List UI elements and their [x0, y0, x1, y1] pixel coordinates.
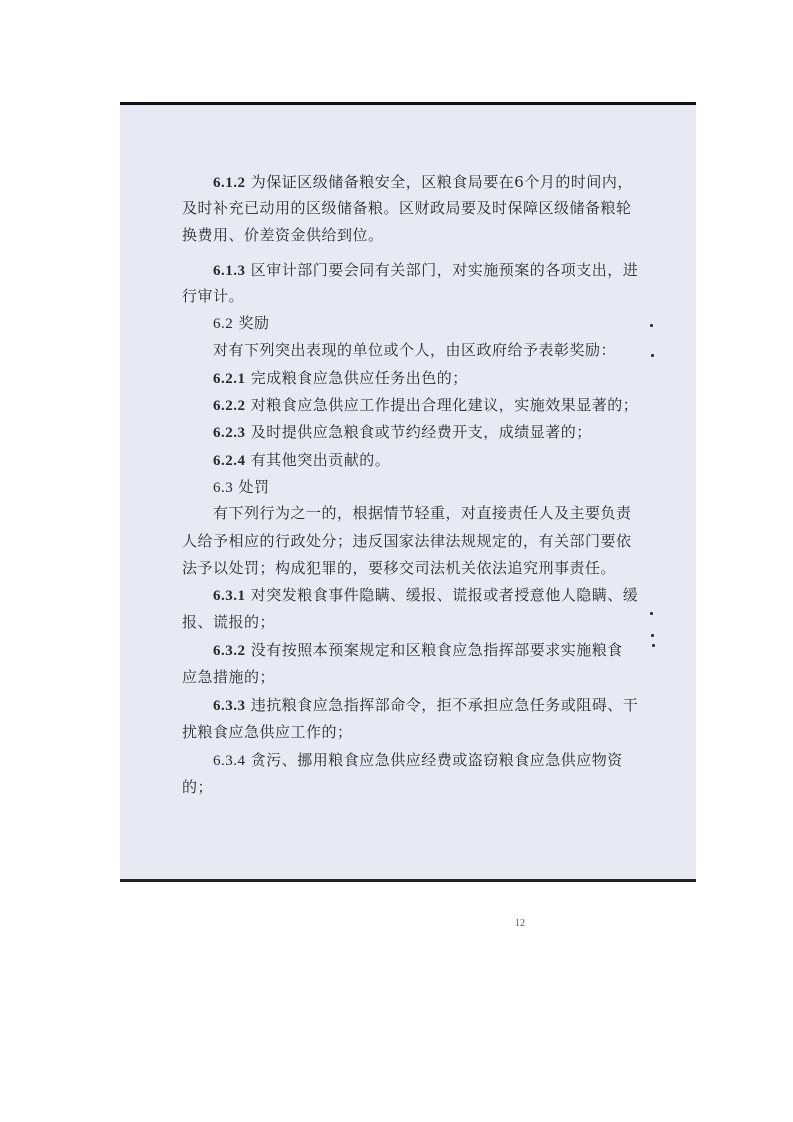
page-number: 12 — [515, 918, 525, 929]
clause-text: 为保证区级储备粮安全，区粮食局要在6个月的时间内， — [245, 173, 633, 191]
text-line — [213, 640, 623, 661]
clause-text: 完成粮食应急供应任务出色的； — [245, 369, 468, 387]
clause-text: 对粮食应急供应工作提出合理化建议，实施效果显著的； — [245, 396, 639, 414]
scan-speck — [650, 324, 653, 327]
text-line — [213, 368, 468, 389]
clause-text: 违抗粮食应急指挥部命令，拒不承担应急任务或阻碍、干 — [245, 696, 639, 714]
text-line — [213, 422, 592, 443]
clause-text: 应急措施的； — [182, 668, 276, 686]
clause-number: 6.3 — [213, 480, 234, 496]
scanned-page — [120, 102, 696, 929]
text-line — [213, 260, 638, 281]
text-line — [182, 667, 275, 687]
clause-text: 法予以处罚；构成犯罪的，要移交司法机关依法追究刑事责任。 — [182, 559, 617, 577]
clause-number: 6.3.4 — [213, 753, 246, 769]
scan-speck — [651, 354, 654, 357]
clause-number: 6.1.3 — [213, 263, 246, 279]
clause-number: 6.3.1 — [213, 588, 246, 604]
clause-number: 6.3.3 — [213, 698, 246, 714]
text-line — [213, 477, 270, 498]
text-line — [182, 531, 632, 551]
text-line — [182, 558, 616, 578]
clause-number: 6.2.4 — [213, 453, 246, 469]
text-line — [182, 612, 275, 632]
clause-number: 6.2 — [213, 316, 234, 332]
clause-number: 6.2.1 — [213, 371, 246, 387]
clause-number: 6.2.3 — [213, 425, 246, 441]
text-line — [213, 750, 623, 771]
clause-text: 报、谎报的； — [182, 613, 276, 631]
clause-number: 6.1.2 — [213, 175, 246, 191]
text-line — [182, 286, 244, 306]
text-line — [213, 172, 633, 193]
clause-text: 扰粮食应急供应工作的； — [182, 723, 353, 741]
scan-speck — [651, 634, 654, 637]
clause-text: 的； — [182, 778, 214, 796]
text-line — [213, 340, 616, 360]
text-line — [213, 313, 270, 334]
text-line — [213, 450, 390, 471]
clause-text: 处罚 — [233, 478, 270, 496]
text-line — [213, 395, 638, 416]
clause-text: 及时提供应急粮食或节约经费开支，成绩显著的； — [245, 423, 592, 441]
clause-text: 没有按照本预案规定和区粮食应急指挥部要求实施粮食 — [245, 641, 623, 659]
clause-number: 6.2.2 — [213, 398, 246, 414]
clause-text: 区审计部门要会同有关部门，对实施预案的各项支出，进 — [245, 261, 639, 279]
clause-text: 贪污、挪用粮食应急供应经费或盗窃粮食应急供应物资 — [245, 751, 623, 769]
clause-text: 行审计。 — [182, 287, 245, 305]
text-line — [182, 198, 632, 218]
clause-text: 有其他突出贡献的。 — [245, 451, 391, 469]
clause-number: 6.3.2 — [213, 643, 246, 659]
text-line — [182, 225, 384, 245]
scan-speck — [650, 612, 653, 615]
clause-text: 对有下列突出表现的单位或个人，由区政府给予表彰奖励： — [213, 341, 617, 359]
clause-text: 及时补充已动用的区级储备粮。区财政局要及时保障区级储备粮轮 — [182, 199, 632, 217]
text-line — [213, 695, 638, 716]
clause-text: 对突发粮食事件隐瞒、缓报、谎报或者授意他人隐瞒、缓 — [245, 586, 639, 604]
clause-text: 奖励 — [233, 314, 270, 332]
text-line — [182, 722, 353, 742]
clause-text: 人给予相应的行政处分；违反国家法律法规规定的，有关部门要依 — [182, 532, 632, 550]
text-line — [182, 777, 213, 797]
text-line — [213, 503, 632, 523]
scan-speck — [652, 644, 655, 647]
clause-text: 有下列行为之一的，根据情节轻重，对直接责任人及主要负责 — [213, 504, 632, 522]
clause-text: 换费用、价差资金供给到位。 — [182, 226, 384, 244]
text-line — [213, 585, 638, 606]
